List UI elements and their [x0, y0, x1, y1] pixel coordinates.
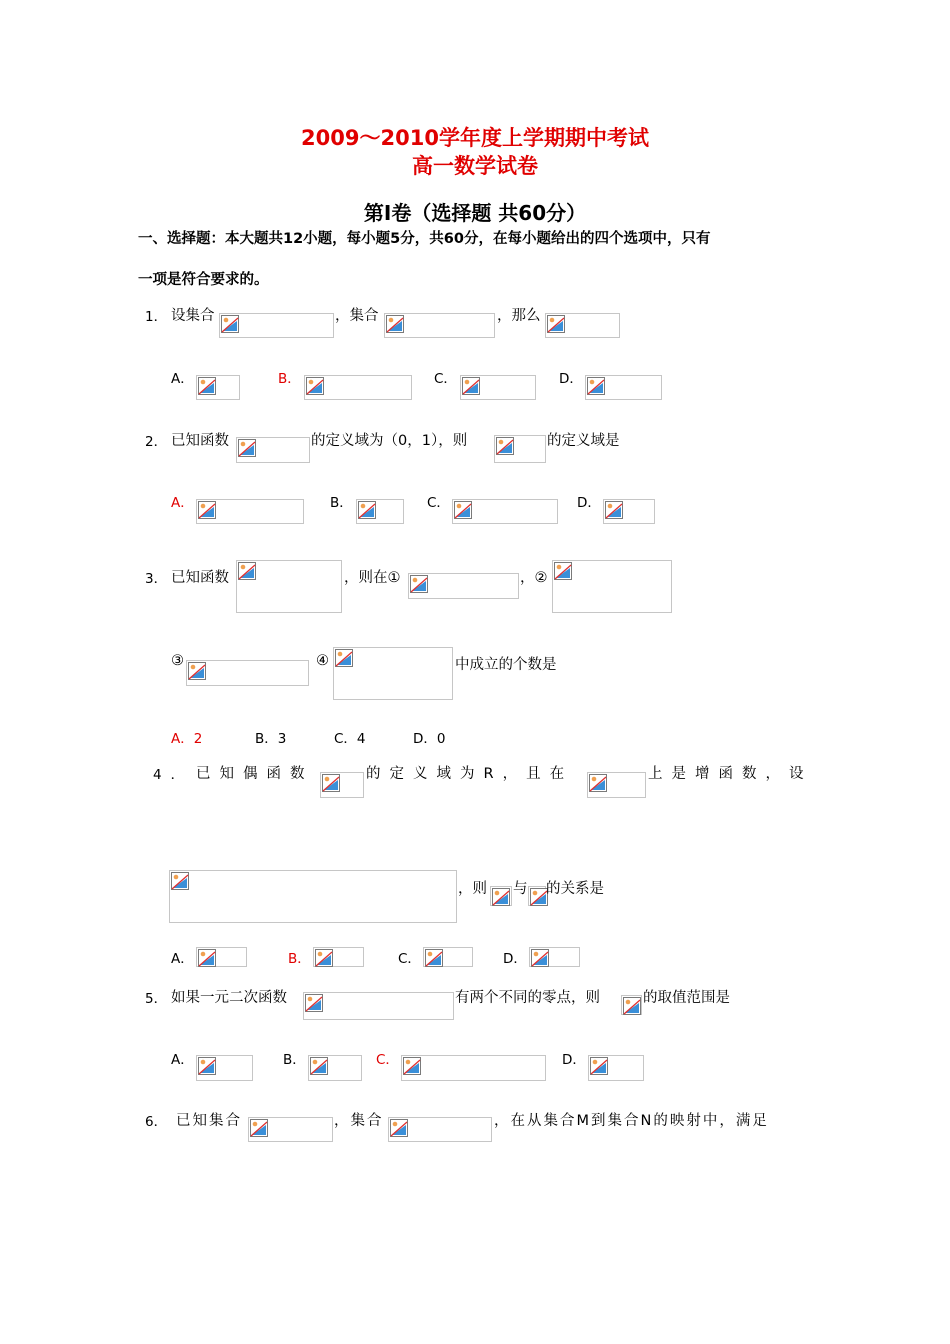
broken-image-icon	[589, 774, 607, 792]
broken-image-icon	[238, 562, 256, 580]
q2-option-c: C．	[427, 495, 450, 511]
q1-option-a: A．	[171, 371, 194, 387]
formula-image	[313, 947, 364, 967]
formula-image	[196, 499, 304, 524]
broken-image-icon	[623, 997, 641, 1015]
broken-image-icon	[425, 949, 443, 967]
broken-image-icon	[462, 377, 480, 395]
broken-image-icon	[547, 315, 565, 333]
broken-image-icon	[305, 994, 323, 1012]
formula-image	[423, 947, 473, 967]
broken-image-icon	[335, 649, 353, 667]
broken-image-icon	[310, 1057, 328, 1075]
broken-image-icon	[587, 377, 605, 395]
formula-image	[304, 375, 412, 400]
q4-number: 4．	[153, 767, 194, 783]
q1-text-3: ，那么	[497, 308, 541, 324]
broken-image-icon	[496, 437, 514, 455]
formula-image	[308, 1055, 362, 1081]
broken-image-icon	[171, 872, 189, 890]
q3-text-5: ④	[316, 653, 329, 669]
q3-option-b: B．3	[255, 731, 287, 747]
q3-option-c: C．4	[334, 731, 366, 747]
formula-image	[585, 375, 662, 400]
formula-image	[460, 375, 536, 400]
q3-text-1: 已知函数	[171, 570, 229, 586]
formula-image	[169, 870, 457, 923]
broken-image-icon	[306, 377, 324, 395]
broken-image-icon	[554, 562, 572, 580]
q6-number: 6．	[145, 1114, 168, 1130]
formula-image	[408, 573, 519, 599]
formula-image	[196, 947, 247, 967]
broken-image-icon	[358, 501, 376, 519]
q1-text-1: 设集合	[171, 308, 215, 324]
q5-text-3: 的取值范围是	[643, 990, 730, 1006]
q4-option-d: D．	[503, 951, 527, 967]
formula-image	[545, 313, 620, 338]
formula-image	[333, 647, 453, 700]
formula-image	[588, 1055, 644, 1081]
formula-image	[388, 1117, 492, 1142]
q4-option-b: B．	[288, 951, 311, 967]
formula-image	[384, 313, 495, 338]
broken-image-icon	[492, 888, 510, 906]
q4-text-3: 上是增函数，设	[648, 766, 813, 782]
q5-number: 5．	[145, 991, 168, 1007]
formula-image	[490, 886, 512, 906]
q3-option-a: A．2	[171, 731, 203, 747]
formula-image	[552, 560, 672, 613]
broken-image-icon	[221, 315, 239, 333]
q2-option-b: B．	[330, 495, 353, 511]
broken-image-icon	[198, 377, 216, 395]
formula-image	[494, 435, 546, 463]
formula-image	[621, 995, 642, 1015]
broken-image-icon	[605, 501, 623, 519]
broken-image-icon	[315, 949, 333, 967]
q6-text-3: ，在从集合M到集合N的映射中，满足	[494, 1113, 769, 1129]
broken-image-icon	[390, 1119, 408, 1137]
formula-image	[219, 313, 334, 338]
q4-text-6: 的关系是	[546, 881, 604, 897]
formula-image	[452, 499, 558, 524]
broken-image-icon	[250, 1119, 268, 1137]
broken-image-icon	[410, 575, 428, 593]
formula-image	[528, 886, 546, 906]
instruction-line-1: 一、选择题：本大题共12小题，每小题5分，共60分，在每小题给出的四个选项中，只有	[138, 231, 711, 247]
formula-image	[587, 772, 646, 798]
q4-text-2: 的定义域为R，且在	[366, 766, 574, 782]
q3-text-6: 中成立的个数是	[455, 657, 557, 673]
q4-text-5: 与	[513, 881, 528, 897]
formula-image	[303, 992, 454, 1020]
q5-option-d: D．	[562, 1052, 586, 1068]
q2-option-a: A．	[171, 495, 194, 511]
broken-image-icon	[531, 949, 549, 967]
broken-image-icon	[454, 501, 472, 519]
q4-text-4: ，则	[458, 881, 487, 897]
q6-text-1: 已知集合	[176, 1113, 242, 1129]
q1-number: 1．	[145, 309, 168, 325]
q3-text-3: ，②	[520, 570, 548, 586]
q5-option-a: A．	[171, 1052, 194, 1068]
q2-number: 2．	[145, 434, 168, 450]
q6-text-2: ，集合	[334, 1113, 384, 1129]
q4-text-1: 已知偶函数	[196, 766, 314, 782]
q5-option-c: C．	[376, 1052, 399, 1068]
formula-image	[529, 947, 580, 967]
instruction-line-2: 一项是符合要求的。	[138, 272, 269, 288]
q5-text-2: 有两个不同的零点，则	[455, 990, 600, 1006]
q1-text-2: ，集合	[335, 308, 379, 324]
broken-image-icon	[590, 1057, 608, 1075]
q5-text-1: 如果一元二次函数	[171, 990, 287, 1006]
exam-title: 2009～2010学年度上学期期中考试	[301, 126, 649, 150]
broken-image-icon	[238, 439, 256, 457]
broken-image-icon	[198, 1057, 216, 1075]
formula-image	[401, 1055, 546, 1081]
broken-image-icon	[198, 501, 216, 519]
broken-image-icon	[386, 315, 404, 333]
formula-image	[196, 1055, 253, 1081]
q2-text-1: 已知函数	[171, 433, 229, 449]
formula-image	[186, 660, 309, 686]
q3-text-2: ，则在①	[344, 570, 401, 586]
broken-image-icon	[198, 949, 216, 967]
q4-option-c: C．	[398, 951, 421, 967]
q3-option-d: D．0	[413, 731, 446, 747]
q2-text-2: 的定义域为（0，1），则	[311, 433, 468, 449]
formula-image	[196, 375, 240, 400]
section-title: 第Ⅰ卷（选择题 共60分）	[363, 201, 587, 225]
exam-subtitle: 高一数学试卷	[412, 154, 538, 178]
broken-image-icon	[322, 774, 340, 792]
formula-image	[356, 499, 404, 524]
q3-text-4: ③	[171, 653, 184, 669]
formula-image	[236, 560, 342, 613]
q1-option-b: B．	[278, 371, 301, 387]
broken-image-icon	[188, 662, 206, 680]
formula-image	[320, 772, 364, 798]
broken-image-icon	[403, 1057, 421, 1075]
q4-option-a: A．	[171, 951, 194, 967]
q5-option-b: B．	[283, 1052, 306, 1068]
q2-text-3: 的定义域是	[547, 433, 620, 449]
q3-number: 3．	[145, 571, 168, 587]
q1-option-d: D．	[559, 371, 583, 387]
q1-option-c: C．	[434, 371, 457, 387]
formula-image	[248, 1117, 333, 1142]
formula-image	[236, 437, 310, 463]
formula-image	[603, 499, 655, 524]
q2-option-d: D．	[577, 495, 601, 511]
